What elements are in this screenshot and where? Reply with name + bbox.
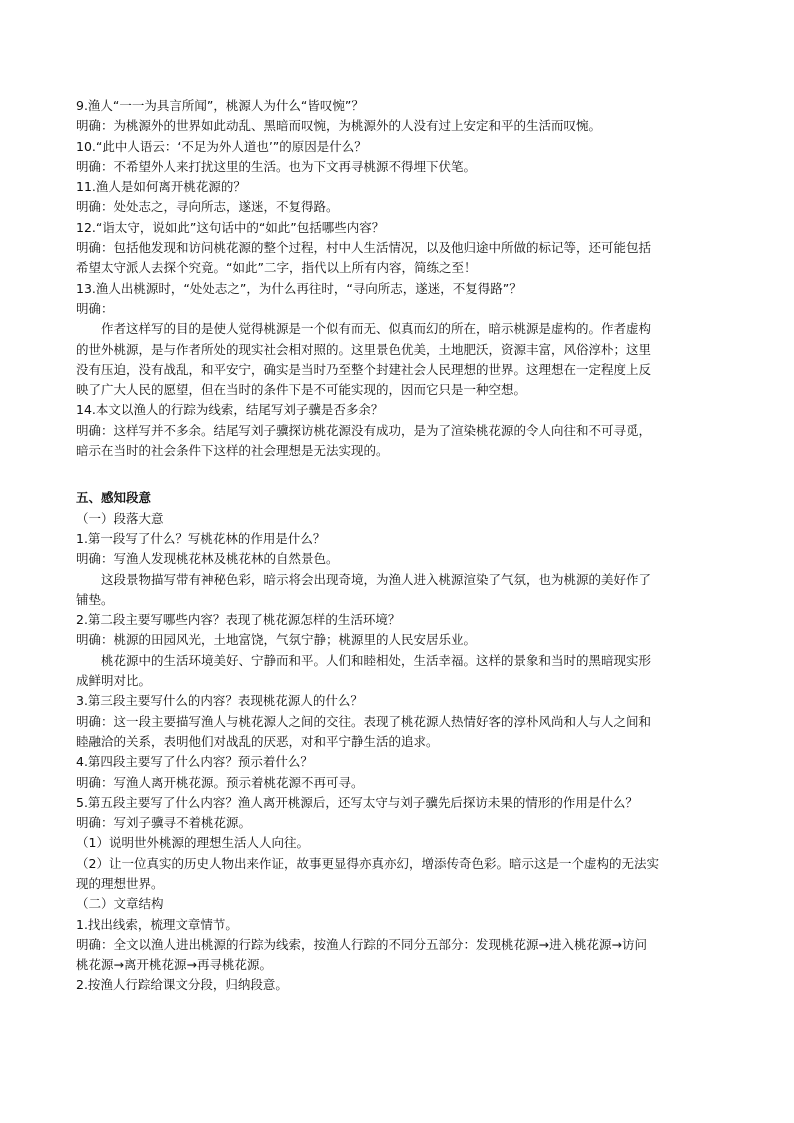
text-line: 明确：包括他发现和访问桃花源的整个过程，村中人生活情况，以及他归途中所做的标记等，还可能包括 bbox=[76, 240, 652, 256]
text-line: 13.渔人出桃源时，“处处志之”，为什么再往时，“寻向所志，遂迷，不复得路”？ bbox=[76, 280, 522, 296]
text-line: 明确：桃源的田园风光，土地富饶，气氛宁静；桃源里的人民安居乐业。 bbox=[76, 632, 477, 648]
text-line: 希望太守派人去探个究竟。“如此”二字，指代以上所有内容，简练之至！ bbox=[76, 260, 477, 276]
text-line: （1）说明世外桃源的理想生活人人向往。 bbox=[76, 835, 309, 851]
text-line: 明确： bbox=[76, 300, 114, 316]
document-body bbox=[76, 96, 726, 996]
text-line: 明确：写渔人发现桃花林及桃花林的自然景色。 bbox=[76, 551, 339, 567]
text-line: 4.第四段主要写了什么内容？预示着什么？ bbox=[76, 754, 313, 770]
text-line: 桃花源中的生活环境美好、宁静而和平。人们和睦相处，生活幸福。这样的景象和当时的黑暗现实形 bbox=[101, 652, 652, 668]
text-line: （一）段落大意 bbox=[76, 510, 164, 526]
text-line: 暗示在当时的社会条件下这样的社会理想是无法实现的。 bbox=[76, 443, 389, 459]
text-line: 1.第一段写了什么？写桃花林的作用是什么？ bbox=[76, 530, 326, 546]
text-line: （2）让一位真实的历史人物出来作证，故事更显得亦真亦幻，增添传奇色彩。暗示这是一个虚构的无法实 bbox=[76, 855, 659, 871]
text-line: 2.第二段主要写哪些内容？表现了桃花源怎样的生活环境？ bbox=[76, 612, 401, 628]
text-line: 明确：全文以渔人进出桃源的行踪为线索，按渔人行踪的不同分五部分：发现桃花源→进入桃花源→访问 bbox=[76, 936, 647, 952]
text-line: 明确：这样写并不多余。结尾写刘子骥探访桃花源没有成功，是为了渲染桃花源的令人向往和不可寻觅， bbox=[76, 422, 652, 438]
text-line: 铺垫。 bbox=[76, 591, 114, 607]
text-line: 明确：不希望外人来打扰这里的生活。也为下文再寻桃源不得埋下伏笔。 bbox=[76, 158, 477, 174]
text-line: 现的理想世界。 bbox=[76, 875, 164, 891]
text-line: （二）文章结构 bbox=[76, 896, 164, 912]
text-line: 2.按渔人行踪给课文分段，归纳段意。 bbox=[76, 977, 288, 993]
text-line: 映了广大人民的愿望，但在当时的条件下是不可能实现的，因而它只是一种空想。 bbox=[76, 382, 527, 398]
text-line: 9.渔人“一一为具言所闻”，桃源人为什么“皆叹惋”？ bbox=[76, 98, 364, 113]
text-line: 11.渔人是如何离开桃花源的？ bbox=[76, 179, 246, 195]
text-line: 作者这样写的目的是使人觉得桃源是一个似有而无、似真而幻的所在，暗示桃源是虚构的。作者虚构 bbox=[101, 321, 652, 337]
text-line: 明确：处处志之，寻向所志，遂迷，不复得路。 bbox=[76, 199, 339, 215]
qa-section-continued bbox=[76, 96, 726, 461]
text-line: 明确：写渔人离开桃花源。预示着桃花源不再可寻。 bbox=[76, 774, 364, 790]
text-line: 明确：写刘子骥寻不着桃花源。 bbox=[76, 815, 252, 831]
text-line: 的世外桃源，是与作者所处的现实社会相对照的。这里景色优美，土地肥沃，资源丰富，风俗淳朴；这里 bbox=[76, 341, 652, 357]
text-line: 12.“诣太守，说如此”这句话中的“如此”包括哪些内容？ bbox=[76, 219, 385, 235]
text-line: 3.第三段主要写什么的内容？表现桃花源人的什么？ bbox=[76, 693, 363, 709]
section-heading: 五、感知段意 bbox=[76, 490, 152, 506]
text-line: 成鲜明对比。 bbox=[76, 673, 152, 689]
text-line: 1.找出线索，梳理文章情节。 bbox=[76, 916, 238, 932]
text-line: 没有压迫，没有战乱，和平安宁，确实是当时乃至整个封建社会人民理想的世界。这理想在一定程度上反 bbox=[76, 361, 652, 377]
text-line: 明确：为桃源外的世界如此动乱、黑暗而叹惋，为桃源外的人没有过上安定和平的生活而叹惋。 bbox=[76, 118, 602, 134]
text-line: 明确：这一段主要描写渔人与桃花源人之间的交往。表现了桃花源人热情好客的淳朴风尚和人与人之间和 bbox=[76, 713, 652, 729]
text-line: 这段景物描写带有神秘色彩，暗示将会出现奇境，为渔人进入桃源渲染了气氛，也为桃源的美好作了 bbox=[101, 571, 652, 587]
text-line: 10.“此中人语云：‘不足为外人道也’”的原因是什么？ bbox=[76, 138, 367, 154]
text-line: 5.第五段主要写了什么内容？渔人离开桃源后，还写太守与刘子骥先后探访未果的情形的作用是什么？ bbox=[76, 794, 638, 810]
text-line: 睦融洽的关系，表明他们对战乱的厌恶，对和平宁静生活的追求。 bbox=[76, 733, 439, 749]
paragraph-analysis-section bbox=[76, 509, 726, 996]
text-line: 14.本文以渔人的行踪为线索，结尾写刘子骥是否多余？ bbox=[76, 402, 384, 418]
text-line: 桃花源→离开桃花源→再寻桃花源。 bbox=[76, 957, 272, 973]
section-gap bbox=[76, 461, 726, 488]
